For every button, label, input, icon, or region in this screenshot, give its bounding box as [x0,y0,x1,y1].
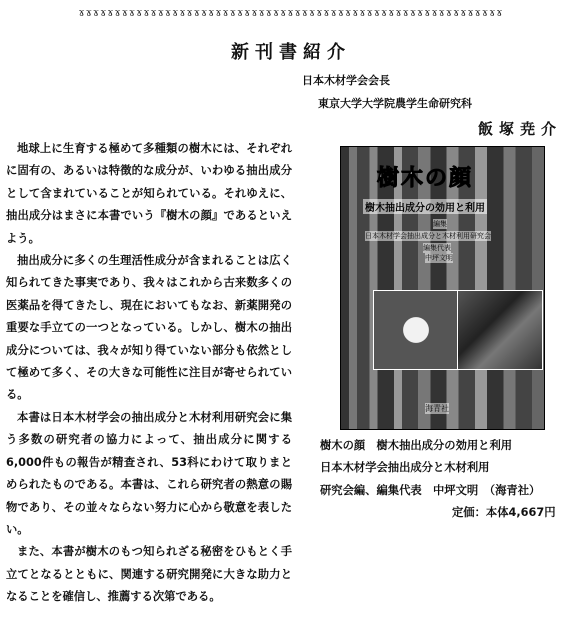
cover-title: 樹木の顔 [377,165,474,191]
book-title-caption: 樹木の顔 樹木抽出成分の効用と利用 [320,439,513,452]
cover-editor-rep-label: 編集代表 [423,244,451,252]
author-affiliation-university: 東京大学大学院農学生命研究科 [318,97,472,110]
decorative-border: ɤɤɤɤɤɤɤɤɤɤɤɤɤɤɤɤɤɤɤɤɤɤɤɤɤɤɤɤɤɤɤɤɤɤɤɤɤɤɤɤɤɤɤɤɤɤɤɤɤɤɤɤɤɤɤɤɤɤɤ [78,6,504,19]
book-price: 定価：本体4,667円 [452,506,556,519]
cover-publisher: 海青社 [425,404,449,413]
book-editor-caption: 日本木材学会抽出成分と木材利用 [320,461,490,474]
paragraph: また、本書が樹木のもつ知られざる秘密をひもとく手立てとなるとともに、関連する研究開発に大きな助力となることを確信し、推薦する次第である。 [6,545,292,604]
page-title: 新刊書紹介 [231,42,351,63]
author-name: 飯塚尭介 [477,120,562,138]
plant-photo [457,290,543,370]
cover-editor-label: 編集 [433,220,447,228]
cover-editor-org: 日本木材学会抽出成分と木材利用研究会 [365,232,491,240]
book-cover-image [340,146,545,430]
book-publisher-caption: 研究会編、編集代表 中坪文明 （海青社） [320,484,541,497]
cover-editor-name: 中坪文明 [425,254,453,262]
paragraph: 地球上に生育する極めて多種類の樹木には、それぞれに固有の、あるいは特徴的な成分が、いわゆる抽出成分として含まれていることが知られている。それゆえに、抽出成分はまさに本書でいう『樹木の顔』であるといえよう。 [6,142,292,245]
paragraph: 抽出成分に多くの生理活性成分が含まれることは広く知られてきた事実であり、我々はこれから古来数多くの医薬品を得てきたし、現在においてもなお、新薬開発の重要な手立ての一つとなっている。しかし、樹木の抽出成分については、我々が知り得ていない部分も依然として極めて多く、その大きな可能性に注目が寄せられている。 [6,254,292,402]
review-body [6,138,292,609]
author-affiliation-society: 日本木材学会会長 [302,74,390,87]
cover-subtitle: 樹木抽出成分の効用と利用 [363,199,487,214]
paragraph: 本書は日本木材学会の抽出成分と木材利用研究会に集う多数の研究者の協力によって、抽出成分に関する6,000件もの報告が精査され、53科にわけて取りまとめられたものである。本書は、これら研究者の熱意の賜物であり、その並々ならない努力に心から敬意を表したい。 [6,410,292,536]
flower-photo [373,290,459,370]
